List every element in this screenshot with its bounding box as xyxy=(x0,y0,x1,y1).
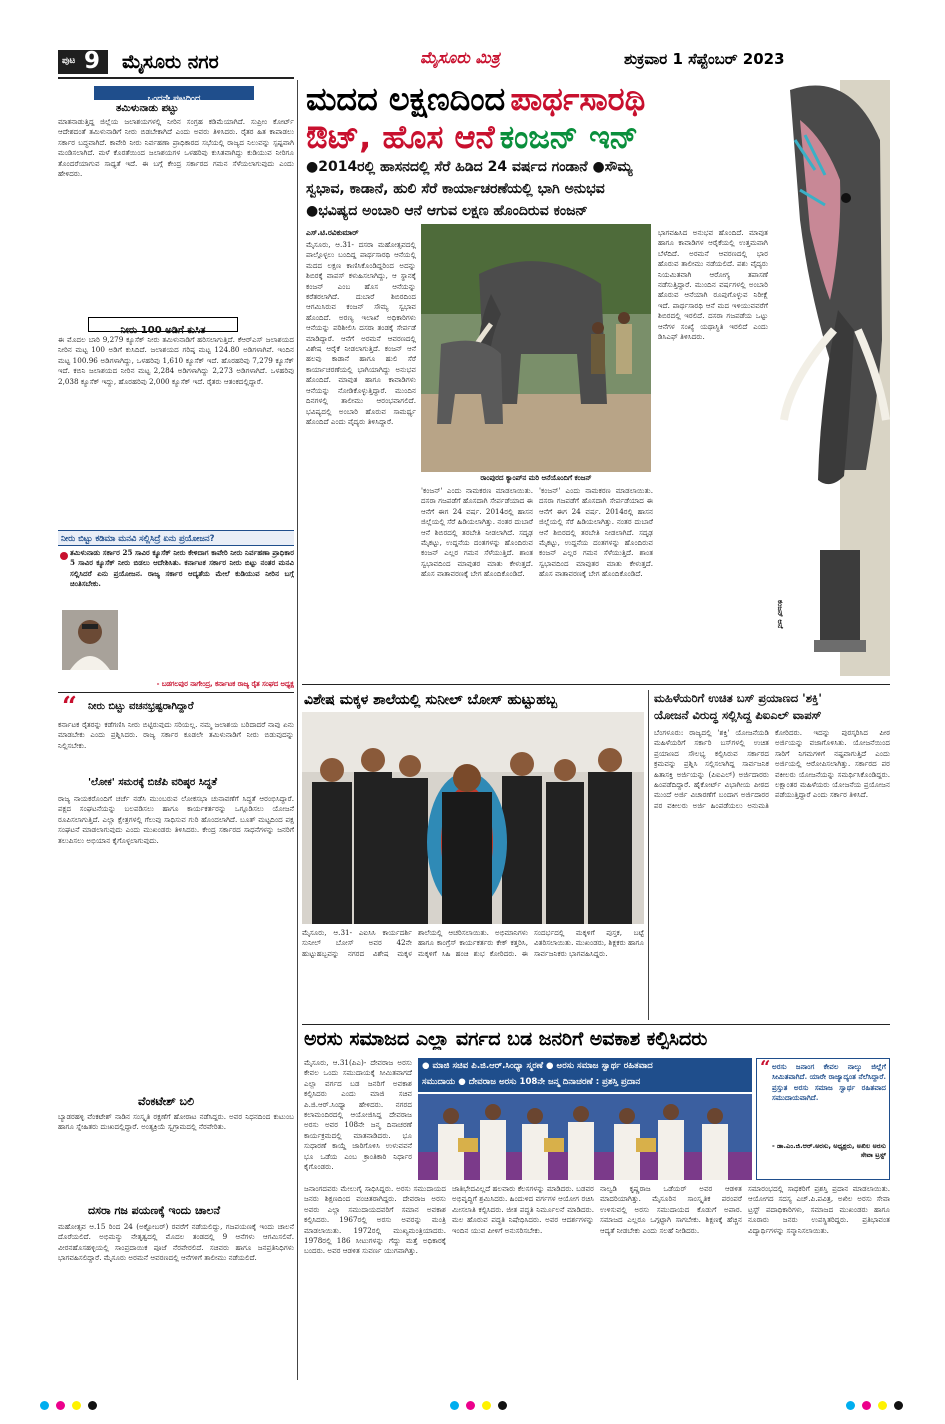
lead-deck-line1: ●2014ರಲ್ಲಿ ಹಾಸನದಲ್ಲಿ ಸೆರೆ ಹಿಡಿದ 24 ವರ್ಷದ ಗಂಡಾನೆ ●ಸೌಮ್ಯ xyxy=(306,159,633,175)
lead-col3-body: ಭಾಗವಹಿಸಿದ ಅನುಭವ ಹೊಂದಿದೆ. ಮಾವುತ ಹಾಗೂ ಕಾವಾಡಿಗಳ ಆರೈಕೆಯಲ್ಲಿ ಉತ್ತಮವಾಗಿ ಬೆಳೆದಿದೆ. ಅರಮನೆ ಆವರಣದಲ್ಲಿ ಭಾರ ಹೊರುವ ತಾಲೀಮು ನಡೆಯಲಿದೆ. ಪಶು ವೈದ್ಯರು ನಿಯಮಿತವಾಗಿ ಆರೋಗ್ಯ ತಪಾಸಣೆ ನಡೆಸುತ್ತಿದ್ದಾರೆ. ಮುಂದಿನ ವರ್ಷಗಳಲ್ಲಿ ಅಂಬಾರಿ ಹೊರುವ ಆನೆಯಾಗಿ ರೂಪುಗೊಳ್ಳುವ ನಿರೀಕ್ಷೆ ಇದೆ. ಪಾರ್ಥಸಾರಥಿ ಆನೆ ಮದ ಇಳಿಯುವವರೆಗೆ ಶಿಬಿರದಲ್ಲಿ ಇರಲಿದೆ. ದಸರಾ ಗಜಪಡೆಯ ಒಟ್ಟು ಆನೆಗಳ ಸಂಖ್ಯೆ ಯಥಾಸ್ಥಿತಿ ಇರಲಿದೆ ಎಂದು ಡಿಸಿಎಫ್ ತಿಳಿಸಿದರು. xyxy=(658,228,768,342)
lead-byline: ಎಸ್.ಟಿ.ರವಿಕುಮಾರ್ xyxy=(306,228,359,237)
registration-dot-magenta xyxy=(56,1401,65,1410)
lead-headline-line2-highlight: ಕಂಜನ್ ಇನ್ xyxy=(499,118,639,156)
lead-col1-body: ಮೈಸೂರು, ಆ.31- ದಸರಾ ಮಹೋತ್ಸವದಲ್ಲಿ ಪಾಲ್ಗೊಳ್ಳಲು ಬಂದಿದ್ದ ಪಾರ್ಥಸಾರಥಿ ಆನೆಯಲ್ಲಿ ಮದದ ಲಕ್ಷಣ ಕಾಣಿಸಿಕೊಂಡಿದ್ದರಿಂದ ಅದನ್ನು ಶಿಬಿರಕ್ಕೆ ವಾಪಸ್ ಕಳುಹಿಸಲಾಗಿದ್ದು, ಆ ಸ್ಥಾನಕ್ಕೆ ಕಂಜನ್ ಎಂಬ ಹೊಸ ಆನೆಯನ್ನು ಕರೆತರಲಾಗಿದೆ. ದುಬಾರೆ ಶಿಬಿರದಿಂದ ಆಗಮಿಸಿರುವ ಕಂಜನ್ ಸೌಮ್ಯ ಸ್ವಭಾವ ಹೊಂದಿದೆ. ಅರಣ್ಯ ಇಲಾಖೆ ಅಧಿಕಾರಿಗಳು ಆನೆಯನ್ನು ಪರಿಶೀಲಿಸಿ ದಸರಾ ತಂಡಕ್ಕೆ ಸೇರ್ಪಡೆ ಮಾಡಿದ್ದಾರೆ. ಆನೆಗೆ ಅರಮನೆ ಆವರಣದಲ್ಲಿ ವಿಶೇಷ ಆರೈಕೆ ನೀಡಲಾಗುತ್ತಿದೆ. ಕಂಜನ್ ಆನೆ ಹಲವು ಕಾಡಾನೆ ಹಾಗೂ ಹುಲಿ ಸೆರೆ ಕಾರ್ಯಾಚರಣೆಯಲ್ಲಿ ಭಾಗಿಯಾಗಿದ್ದು ಅನುಭವ ಹೊಂದಿದೆ. ಮಾವುತ ಹಾಗೂ ಕಾವಾಡಿಗಳು ಆನೆಯನ್ನು ನೋಡಿಕೊಳ್ಳುತ್ತಿದ್ದಾರೆ. ಮುಂದಿನ ದಿನಗಳಲ್ಲಿ ತಾಲೀಮು ಆರಂಭವಾಗಲಿದೆ. ಭವಿಷ್ಯದಲ್ಲಿ ಅಂಬಾರಿ ಹೊರುವ ಸಾಮರ್ಥ್ಯ ಹೊಂದಿದೆ ಎಂದು ವೈದ್ಯರು ತಿಳಿಸಿದ್ದಾರೆ. xyxy=(306,240,416,426)
elephant-with-calf-image xyxy=(421,224,651,472)
lead-col2-body: 'ಕಂಜನ್' ಎಂದು ನಾಮಕರಣ ಮಾಡಲಾಯಿತು. ದಸರಾ ಗಜಪಡೆಗೆ ಹೊಸದಾಗಿ ಸೇರ್ಪಡೆಯಾದ ಈ ಆನೆಗೆ ಈಗ 24 ವರ್ಷ. 2014ರಲ್ಲಿ ಹಾಸನ ಜಿಲ್ಲೆಯಲ್ಲಿ ಸೆರೆ ಹಿಡಿಯಲಾಗಿತ್ತು. ನಂತರ ದುಬಾರೆ ಆನೆ ಶಿಬಿರದಲ್ಲಿ ತರಬೇತಿ ನೀಡಲಾಗಿದೆ. ಸದೃಢ ಮೈಕಟ್ಟು, ಉದ್ದನೆಯ ದಂತಗಳನ್ನು ಹೊಂದಿರುವ ಕಂಜನ್ ಎಲ್ಲರ ಗಮನ ಸೆಳೆಯುತ್ತಿದೆ. ಶಾಂತ ಸ್ವಭಾವದಿಂದ ಮಾವುತರ ಮಾತು ಕೇಳುತ್ತದೆ. ಹೊಸ ವಾತಾವರಣಕ್ಕೆ ಬೇಗ ಹೊಂದಿಕೊಂಡಿದೆ. xyxy=(539,486,653,579)
kanjan-main-photo xyxy=(421,224,651,472)
continued-tag xyxy=(94,86,254,104)
column-divider-left xyxy=(297,80,298,1380)
school-event-photo xyxy=(302,712,644,924)
arasu-deck-line1: ● ಮಾಜಿ ಸಚಿವ ಪಿ.ಜಿ.ಆರ್.ಸಿಂಧ್ಯಾ ಸ್ಮರಣೆ ● ಅರಸು ಸಮಾಜ ಸ್ವಾರ್ಥ ರಹಿತವಾದ xyxy=(422,1061,653,1071)
story5-body: ಬ್ಯಾಡರಹಳ್ಳಿ ವೆಂಕಟೇಶ್ ನಾಡಿನ ಸಂಸ್ಕೃತಿ ರಕ್ಷಣೆಗೆ ಹೋರಾಟ ನಡೆಸಿದ್ದರು. ಅವರ ನಿಧನದಿಂದ ಕುಟುಂಬ ಹಾಗೂ ಸ್ನೇಹಿತರು ದುಃಖದಲ್ಲಿದ್ದಾರೆ. ಅಂತ್ಯಕ್ರಿಯೆ ಸ್ವಗ್ರಾಮದಲ್ಲಿ ನೆರವೇರಿತು. xyxy=(58,1112,294,1132)
divider-arasu-top xyxy=(302,1024,890,1025)
bus-headline-line2: ಯೋಜನೆ ವಿರುದ್ಧ ಸಲ್ಲಿಸಿದ್ದ ಪಿಐಎಲ್ ವಾಪಸ್ xyxy=(654,708,822,722)
story1-heading: ತಮಿಳುನಾಡು ಪಟ್ಟು xyxy=(116,103,179,114)
arasu-award-photo xyxy=(418,1094,752,1180)
arasu-deck-line2: ಸಮುದಾಯ ● ದೇವರಾಜ ಅರಸು 108ನೇ ಜನ್ಮ ದಿನಾಚರಣೆ : ಪ್ರಶಸ್ತಿ ಪ್ರದಾನ xyxy=(422,1077,641,1087)
lead-headline-highlight: ಪಾರ್ಥಸಾರಥಿ xyxy=(510,80,646,118)
registration-dot-magenta-2 xyxy=(466,1401,475,1410)
paper-name: ಮೈಸೂರು ಮಿತ್ರ xyxy=(420,48,500,67)
author-portrait-image xyxy=(62,610,118,670)
arasu-deck-band xyxy=(418,1058,752,1092)
registration-dot-yellow xyxy=(72,1401,81,1410)
author-photo xyxy=(62,610,118,670)
question-heading: ನೀರು ಬಿಟ್ಟು ಕಡಿಮಾ ಮನವಿ ಸಲ್ಲಿಸಿದ್ರೆ ಏನು ಪ್ರಯೋಜನ? xyxy=(61,533,215,543)
bus-body: ಬೆಂಗಳೂರು: ರಾಜ್ಯದಲ್ಲಿ 'ಶಕ್ತಿ' ಯೋಜನೆಯಡಿ ಮಹಿಳೆಯರಿಗೆ ಸರ್ಕಾರಿ ಬಸ್‌ಗಳಲ್ಲಿ ಉಚಿತ ಪ್ರಯಾಣದ ಸೌಲಭ್ಯ ಕಲ್ಪಿಸಿರುವ ಸರ್ಕಾರದ ಕ್ರಮವನ್ನು ಪ್ರಶ್ನಿಸಿ ಸಲ್ಲಿಸಲಾಗಿದ್ದ ಸಾರ್ವಜನಿಕ ಹಿತಾಸಕ್ತಿ ಅರ್ಜಿಯನ್ನು (ಪಿಐಎಲ್) ಅರ್ಜಿದಾರರು ಹಿಂಪಡೆದಿದ್ದಾರೆ. ಹೈಕೋರ್ಟ್ ವಿಭಾಗೀಯ ಪೀಠದ ಮುಂದೆ ಅರ್ಜಿ ವಿಚಾರಣೆಗೆ ಬಂದಾಗ ಅರ್ಜಿದಾರರ ಪರ ವಕೀಲರು ಅರ್ಜಿ ಹಿಂಪಡೆಯಲು ಅನುಮತಿ ಕೋರಿದರು. ಇದನ್ನು ಪುರಸ್ಕರಿಸಿದ ಪೀಠ ಅರ್ಜಿಯನ್ನು ವಜಾಗೊಳಿಸಿತು. ಯೋಜನೆಯಿಂದ ಸಾರಿಗೆ ನಿಗಮಗಳಿಗೆ ನಷ್ಟವಾಗುತ್ತಿದೆ ಎಂದು ಅರ್ಜಿಯಲ್ಲಿ ಆರೋಪಿಸಲಾಗಿತ್ತು. ಸರ್ಕಾರದ ಪರ ವಕೀಲರು ಯೋಜನೆಯನ್ನು ಸಮರ್ಥಿಸಿಕೊಂಡಿದ್ದರು. ಲಕ್ಷಾಂತರ ಮಹಿಳೆಯರು ಯೋಜನೆಯ ಪ್ರಯೋಜನ ಪಡೆಯುತ್ತಿದ್ದಾರೆ ಎಂದು ಸರ್ಕಾರ ತಿಳಿಸಿದೆ. xyxy=(654,728,890,810)
arasu-col3-body: ನಾಲ್ವಡಿ ಕೃಷ್ಣರಾಜ ಒಡೆಯರ್ ಅವರ ಆಡಳಿತ ಮಾದರಿಯಾಗಿತ್ತು. ಮೈಸೂರಿನ ಸಾಂಸ್ಕೃತಿಕ ಪರಂಪರೆ ಉಳಿಸುವಲ್ಲಿ ಅರಸು ಸಮುದಾಯದ ಕೊಡುಗೆ ಅಪಾರ. ಸಮಾಜದ ಎಲ್ಲರೂ ಒಗ್ಗಟ್ಟಾಗಿ ಸಾಗಬೇಕು. ಶಿಕ್ಷಣಕ್ಕೆ ಹೆಚ್ಚಿನ ಆದ್ಯತೆ ನೀಡಬೇಕು ಎಂದು ಸಲಹೆ ನೀಡಿದರು. xyxy=(600,1184,742,1235)
registration-dot-yellow-2 xyxy=(482,1401,491,1410)
story3-body: ಕರ್ನಾಟಕ ರೈತರನ್ನು ಕಡೆಗಣಿಸಿ ನೀರು ಬಿಟ್ಟಿರುವುದು ಸರಿಯಲ್ಲ. ನಮ್ಮ ಜಲಾಶಯ ಬರಿದಾದರೆ ನಾವು ಏನು ಮಾಡಬೇಕು ಎಂದು ಪ್ರಶ್ನಿಸಿದರು. ರಾಜ್ಯ ಸರ್ಕಾರ ಕೂಡಲೇ ತಮಿಳುನಾಡಿಗೆ ನೀರು ಬಿಡುವುದನ್ನು ನಿಲ್ಲಿಸಬೇಕು. xyxy=(58,720,294,750)
lead-headline-part1: ಮದದ ಲಕ್ಷಣದಿಂದ xyxy=(306,80,506,118)
quote-mark-icon: “ xyxy=(62,692,77,722)
page-number: 9 xyxy=(84,48,101,74)
arasu-quote-box xyxy=(756,1058,890,1180)
masthead-divider xyxy=(58,77,294,79)
story2-heading-box xyxy=(88,317,238,336)
elephant-portrait-image xyxy=(770,80,890,676)
question-heading-bar xyxy=(58,530,294,546)
arasu-quote-author: - ಡಾ.ಎಂ.ಜಿ.ಆರ್.ಅರಸು, ಅಧ್ಯಕ್ಷರು, ಅಖಿಲ ಅರಸು ಸೇವಾ ಟ್ರಸ್ಟ್ xyxy=(771,1142,886,1159)
story1-body: ಮಾತನಾಡುತ್ತಿದ್ದ ಜಿಲ್ಲೆಯ ಜಲಾಶಯಗಳಲ್ಲಿ ನೀರಿನ ಸಂಗ್ರಹ ಕಡಿಮೆಯಾಗಿದೆ. ಸುಪ್ರೀಂ ಕೋರ್ಟ್ ಆದೇಶದಂತೆ ತಮಿಳುನಾಡಿಗೆ ನೀರು ಬಿಡಬೇಕಾಗಿದೆ ಎಂದು ಅವರು ತಿಳಿಸಿದರು. ರೈತರ ಹಿತ ಕಾಪಾಡಲು ಸರ್ಕಾರ ಬದ್ಧವಾಗಿದೆ. ಕಾವೇರಿ ನೀರು ನಿರ್ವಹಣಾ ಪ್ರಾಧಿಕಾರದ ಸಭೆಯಲ್ಲಿ ರಾಜ್ಯದ ನಿಲುವನ್ನು ಸ್ಪಷ್ಟವಾಗಿ ಮಂಡಿಸಲಾಗಿದೆ. ಮಳೆ ಕೊರತೆಯಿಂದ ಜಲಾಶಯಗಳ ಒಳಹರಿವು ಕುಸಿತವಾಗಿದ್ದು ಕುಡಿಯುವ ನೀರಿಗೂ ತೊಂದರೆಯಾಗುವ ಸಾಧ್ಯತೆ ಇದೆ. ಈ ಬಗ್ಗೆ ಕೇಂದ್ರ ಸರ್ಕಾರದ ಗಮನ ಸೆಳೆಯಲಾಗುವುದು ಎಂದು ಹೇಳಿದರು. xyxy=(58,117,294,179)
story2-body: ಈ ಮೊದಲ ಬಾರಿ 9,279 ಕ್ಯೂಸೆಕ್ ನೀರು ತಮಿಳುನಾಡಿಗೆ ಹರಿಸಲಾಗುತ್ತಿದೆ. ಕೆಆರ್‌ಎಸ್ ಜಲಾಶಯದ ನೀರಿನ ಮಟ್ಟ 100 ಅಡಿಗೆ ಕುಸಿದಿದೆ. ಜಲಾಶಯದ ಗರಿಷ್ಠ ಮಟ್ಟ 124.80 ಅಡಿಗಳಾಗಿವೆ. ಇಂದಿನ ಮಟ್ಟ 100.96 ಅಡಿಗಳಾಗಿದ್ದು, ಒಳಹರಿವು 1,610 ಕ್ಯೂಸೆಕ್ ಇದೆ. ಹೊರಹರಿವು 7,279 ಕ್ಯೂಸೆಕ್ ಇದೆ. ಕಬಿನಿ ಜಲಾಶಯದ ನೀರಿನ ಮಟ್ಟ 2,284 ಅಡಿಗಳಾಗಿದ್ದು 2,273 ಅಡಿಗಳಾಗಿದೆ. ಒಳಹರಿವು 2,038 ಕ್ಯೂಸೆಕ್ ಇದ್ದು, ಹೊರಹರಿವು 2,000 ಕ್ಯೂಸೆಕ್ ಇದೆ. ರೈತರು ಆತಂಕದಲ್ಲಿದ್ದಾರೆ. xyxy=(58,335,294,386)
registration-dot-magenta-3 xyxy=(862,1401,871,1410)
registration-dot-black-2 xyxy=(498,1401,507,1410)
school-headline: ವಿಶೇಷ ಮಕ್ಕಳ ಶಾಲೆಯಲ್ಲಿ ಸುನೀಲ್ ಬೋಸ್ ಹುಟ್ಟುಹಬ್ಬ xyxy=(304,692,558,708)
kanjan-side-photo xyxy=(770,80,890,676)
continued-tag-text: ಒಂದನೇ ಪುಟದಿಂದ xyxy=(147,94,201,104)
registration-dot-black-3 xyxy=(894,1401,903,1410)
section-title: ಮೈಸೂರು ನಗರ xyxy=(122,51,219,73)
page-number-box xyxy=(58,50,108,74)
registration-dot-cyan xyxy=(40,1401,49,1410)
story5-heading: ವೆಂಕಟೇಶ್ ಬಲಿ xyxy=(138,1095,195,1108)
lead-deck-line2: ಸ್ವಭಾವ, ಕಾಡಾನೆ, ಹುಲಿ ಸೆರೆ ಕಾರ್ಯಾಚರಣೆಯಲ್ಲಿ ಭಾಗಿ ಅನುಭವ xyxy=(306,181,605,197)
bus-headline-line1: ಮಹಿಳೆಯರಿಗೆ ಉಚಿತ ಬಸ್ ಪ್ರಯಾಣದ 'ಶಕ್ತಿ' xyxy=(654,691,822,705)
story6-body: ಮಹೋತ್ಸವ ಆ.15 ರಿಂದ 24 (ಅಕ್ಟೋಬರ್) ರವರೆಗೆ ನಡೆಯಲಿದ್ದು, ಗಜಪಯಣಕ್ಕೆ ಇಂದು ಚಾಲನೆ ದೊರೆಯಲಿದೆ. ಅಭಿಮನ್ಯು ನೇತೃತ್ವದಲ್ಲಿ ಮೊದಲ ತಂಡದಲ್ಲಿ 9 ಆನೆಗಳು ಆಗಮಿಸಲಿವೆ. ವೀರನಹೊಸಹಳ್ಳಿಯಲ್ಲಿ ಸಾಂಪ್ರದಾಯಿಕ ಪೂಜೆ ನೆರವೇರಲಿದೆ. ಸಚಿವರು ಹಾಗೂ ಜನಪ್ರತಿನಿಧಿಗಳು ಭಾಗವಹಿಸಲಿದ್ದಾರೆ. ಮೈಸೂರು ಅರಮನೆ ಆವರಣದಲ್ಲಿ ಆನೆಗಳಿಗೆ ತಾಲೀಮು ನಡೆಯಲಿದೆ. xyxy=(58,1222,294,1263)
page-label: ಪುಟ xyxy=(62,56,76,66)
registration-marks xyxy=(0,1398,945,1414)
divider-1 xyxy=(58,692,294,693)
arasu-col4-body: ಸಮಾರಂಭದಲ್ಲಿ ಸಾಧಕರಿಗೆ ಪ್ರಶಸ್ತಿ ಪ್ರದಾನ ಮಾಡಲಾಯಿತು. ಆಯೋಗದ ಸದಸ್ಯ ಎಚ್.ಪಿ.ಪವಿತ್ರ, ಅಖಿಲ ಅರಸು ಸೇವಾ ಟ್ರಸ್ಟ್ ಪದಾಧಿಕಾರಿಗಳು, ಸಮಾಜದ ಮುಖಂಡರು ಹಾಗೂ ನೂರಾರು ಜನರು ಉಪಸ್ಥಿತರಿದ್ದರು. ಪ್ರತಿಭಾವಂತ ವಿದ್ಯಾರ್ಥಿಗಳನ್ನು ಸನ್ಮಾನಿಸಲಾಯಿತು. xyxy=(748,1184,890,1235)
story4-body: ರಾಜ್ಯ ನಾಯಕರೊಂದಿಗೆ ಚರ್ಚೆ ನಡೆಸಿ ಮುಂಬರುವ ಲೋಕಸಭಾ ಚುನಾವಣೆಗೆ ಸಿದ್ಧತೆ ಆರಂಭಿಸಿದ್ದಾರೆ. ಪಕ್ಷದ ಸಂಘಟನೆಯನ್ನು ಬಲಪಡಿಸಲು ಹಾಗೂ ಕಾರ್ಯಕರ್ತರನ್ನು ಒಗ್ಗೂಡಿಸಲು ಯೋಜನೆ ರೂಪಿಸಲಾಗುತ್ತಿದೆ. ಎಲ್ಲಾ ಕ್ಷೇತ್ರಗಳಲ್ಲಿ ಗೆಲುವು ಸಾಧಿಸುವ ಗುರಿ ಹೊಂದಲಾಗಿದೆ. ಬೂತ್ ಮಟ್ಟದಿಂದ ಪಕ್ಷ ಸಂಘಟನೆ ಮಾಡಲಾಗುವುದು ಎಂದು ಮುಖಂಡರು ತಿಳಿಸಿದರು. ಕೇಂದ್ರ ಸರ್ಕಾರದ ಸಾಧನೆಗಳನ್ನು ಜನರಿಗೆ ತಲುಪಿಸಲು ಅಭಿಯಾನ ಕೈಗೊಳ್ಳಲಾಗುವುದು. xyxy=(58,794,294,845)
quote-author: - ಬಡಗಲಪುರ ನಾಗೇಂದ್ರ, ಕರ್ನಾಟಕ ರಾಜ್ಯ ರೈತ ಸಂಘದ ಅಧ್ಯಕ್ಷ xyxy=(156,680,294,688)
column-divider-mid xyxy=(648,690,649,1020)
bullet-icon xyxy=(60,552,68,560)
lead-headline-line2-part1: ಔಟ್, ಹೊಸ ಆನೆ xyxy=(306,118,495,156)
arasu-col2-body: ಜಾತಿಭೇದವಿಲ್ಲದೆ ಹಲವಾರು ಕೆಲಸಗಳನ್ನು ಮಾಡಿದರು. ಬಡವರ ಅಭಿವೃದ್ಧಿಗೆ ಶ್ರಮಿಸಿದರು. ಹಿಂದುಳಿದ ವರ್ಗಗಳ ಆಯೋಗ ರಚಿಸಿ ಮೀಸಲಾತಿ ಕಲ್ಪಿಸಿದರು. ಜೀತ ಪದ್ಧತಿ ನಿರ್ಮೂಲನೆ ಮಾಡಿದರು. ಮಲ ಹೊರುವ ಪದ್ಧತಿ ನಿಷೇಧಿಸಿದರು. ಅವರ ಆದರ್ಶಗಳನ್ನು ಇಂದಿನ ಯುವ ಪೀಳಿಗೆ ಅನುಸರಿಸಬೇಕು. xyxy=(452,1184,594,1235)
story2-heading: ನೀರು 100 ಅಡಿಗೆ ಕುಸಿತ xyxy=(120,325,206,336)
story4-heading: 'ಲೋಕ' ಸಮರಕ್ಕೆ ಬಿಜೆಪಿ ವರಿಷ್ಠರ ಸಿದ್ಧತೆ xyxy=(88,777,217,788)
masthead xyxy=(0,0,945,84)
award-ceremony-image xyxy=(418,1094,752,1180)
story6-heading: ದಸರಾ ಗಜ ಪಯಣಕ್ಕೆ ಇಂದು ಚಾಲನೆ xyxy=(88,1204,221,1217)
arasu-headline: ಅರಸು ಸಮಾಜದ ಎಲ್ಲಾ ವರ್ಗದ ಬಡ ಜನರಿಗೆ ಅವಕಾಶ ಕಲ್ಪಿಸಿದರು xyxy=(304,1028,708,1050)
lead-headline-line2 xyxy=(306,118,786,158)
lead-deck xyxy=(306,156,776,224)
side-photo-caption: ಕಂಜನ್ ಆನೆ xyxy=(776,600,784,629)
left-column xyxy=(58,80,294,1385)
registration-dot-cyan-3 xyxy=(846,1401,855,1410)
arasu-quote-mark-icon: “ xyxy=(760,1057,771,1078)
lead-deck-line3: ●ಭವಿಷ್ಯದ ಅಂಬಾರಿ ಆನೆ ಆಗುವ ಲಕ್ಷಣ ಹೊಂದಿರುವ ಕಂಜನ್ xyxy=(306,203,588,219)
story3-heading: ನೀರು ಬಿಟ್ಟು ವಚನಭ್ರಷ್ಟರಾಗಿದ್ದಾರೆ xyxy=(88,701,194,712)
registration-dot-black xyxy=(88,1401,97,1410)
arasu-quote-text: ಅರಸು ಜನಾಂಗ ಕೇವಲ ನಾಲ್ಕು ಜಿಲ್ಲೆಗೆ ಸೀಮಿತವಾಗಿದೆ. ಯಾರೇ ರಾಜ್ಯಾದ್ಯಂತ ನೆಲೆಸಿದ್ದಾರೆ. ಪ್ರಸ್ತುತ ಅರಸು ಸಮಾಜ ಸ್ವಾರ್ಥ ರಹಿತವಾದ ಸಮುದಾಯವಾಗಿದೆ. xyxy=(772,1062,886,1103)
divider-lead-bottom xyxy=(302,684,890,685)
group-celebration-image xyxy=(302,712,644,924)
school-body: ಮೈಸೂರು, ಆ.31- ಎಐಸಿಸಿ ಕಾರ್ಯದರ್ಶಿ ಸುನೀಲ್ ಬೋಸ್ ಅವರ 42ನೇ ಹುಟ್ಟುಹಬ್ಬವನ್ನು ನಗರದ ವಿಶೇಷ ಮಕ್ಕಳ ಶಾಲೆಯಲ್ಲಿ ಆಚರಿಸಲಾಯಿತು. ಅಭಿಮಾನಿಗಳು ಹಾಗೂ ಕಾಂಗ್ರೆಸ್ ಕಾರ್ಯಕರ್ತರು ಕೇಕ್ ಕತ್ತರಿಸಿ, ಮಕ್ಕಳಿಗೆ ಸಿಹಿ ಹಂಚಿ ಶುಭ ಕೋರಿದರು. ಈ ಸಂದರ್ಭದಲ್ಲಿ ಮಕ್ಕಳಿಗೆ ಪುಸ್ತಕ, ಬಟ್ಟೆ ವಿತರಿಸಲಾಯಿತು. ಮುಖಂಡರು, ಶಿಕ್ಷಕರು ಹಾಗೂ ಸಾರ್ವಜನಿಕರು ಭಾಗವಹಿಸಿದ್ದರು. xyxy=(302,928,644,958)
lead-headline-line1 xyxy=(306,80,786,120)
quote-body: ತಮಿಳುನಾಡು ಸರ್ಕಾರ 25 ಸಾವಿರ ಕ್ಯೂಸೆಕ್ ನೀರು ಕೇಳಿದಾಗ ಕಾವೇರಿ ನೀರು ನಿರ್ವಹಣಾ ಪ್ರಾಧಿಕಾರ 5 ಸಾವಿರ ಕ್ಯೂಸೆಕ್ ನೀರು ಬಿಡಲು ಆದೇಶಿಸಿತು. ಕರ್ನಾಟಕ ಸರ್ಕಾರ ನೀರು ಬಿಟ್ಟು ನಂತರ ಮನವಿ ಸಲ್ಲಿಸಿದರೆ ಏನು ಪ್ರಯೋಜನ. ರಾಜ್ಯ ಸರ್ಕಾರ ಆದ್ಯತೆಯ ಮೇಲೆ ಕುಡಿಯುವ ನೀರಿನ ಬಗ್ಗೆ ಚಿಂತಿಸಬೇಕು. xyxy=(70,548,294,589)
main-photo-caption: ರಾಂಪುರದ ಕ್ಯಾಂಪ್‌ನ ಮರಿ ಆನೆಯೊಂದಿಗೆ ಕಂಜನ್ xyxy=(480,474,592,482)
bus-headline xyxy=(654,690,890,724)
registration-dot-yellow-3 xyxy=(878,1401,887,1410)
registration-dot-cyan-2 xyxy=(450,1401,459,1410)
arasu-col1-body: ಜನಾಂಗದವರು ಮೇಲುಗೈ ಸಾಧಿಸಿದ್ದರು. ಅರಸು ಸಮುದಾಯದ ಜನರು ಶಿಕ್ಷಣದಿಂದ ವಂಚಿತರಾಗಿದ್ದರು. ದೇವರಾಜ ಅರಸು ಅವರು ಎಲ್ಲಾ ಸಮುದಾಯದವರಿಗೆ ಸಮಾನ ಅವಕಾಶ ಕಲ್ಪಿಸಿದರು. 1967ರಲ್ಲಿ ಅರಸು ಅವರನ್ನು ಮಂತ್ರಿ ಮಾಡಲಾಯಿತು. 1972ರಲ್ಲಿ ಮುಖ್ಯಮಂತ್ರಿಯಾದರು. 1978ರಲ್ಲಿ 186 ಸೀಟುಗಳನ್ನು ಗೆದ್ದು ಮತ್ತೆ ಅಧಿಕಾರಕ್ಕೆ ಬಂದರು. ಅವರ ಆಡಳಿತ ಸುವರ್ಣ ಯುಗವಾಗಿತ್ತು. xyxy=(304,1184,446,1256)
arasu-intro-body: ಮೈಸೂರು, ಆ.31(ಪಿಎ)- ದೇವರಾಜ ಅರಸು ಕೇವಲ ಒಂದು ಸಮುದಾಯಕ್ಕೆ ಸೀಮಿತವಾಗದೆ ಎಲ್ಲಾ ವರ್ಗದ ಬಡ ಜನರಿಗೆ ಅವಕಾಶ ಕಲ್ಪಿಸಿದರು ಎಂದು ಮಾಜಿ ಸಚಿವ ಪಿ.ಜಿ.ಆರ್.ಸಿಂಧ್ಯಾ ಹೇಳಿದರು. ನಗರದ ಕಲಾಮಂದಿರದಲ್ಲಿ ಆಯೋಜಿಸಿದ್ದ ದೇವರಾಜ ಅರಸು ಅವರ 108ನೇ ಜನ್ಮ ದಿನಾಚರಣೆ ಕಾರ್ಯಕ್ರಮದಲ್ಲಿ ಮಾತನಾಡಿದರು. ಭೂ ಸುಧಾರಣೆ ಕಾಯ್ದೆ ಜಾರಿಗೊಳಿಸಿ ಉಳುವವನೆ ಭೂ ಒಡೆಯ ಎಂಬ ಕ್ರಾಂತಿಕಾರಿ ನಿರ್ಧಾರ ಕೈಗೊಂಡರು. xyxy=(304,1058,412,1172)
issue-date: ಶುಕ್ರವಾರ 1 ಸೆಪ್ಟೆಂಬರ್ 2023 xyxy=(624,50,785,68)
lead-col2b-body: 'ಕಂಜನ್' ಎಂದು ನಾಮಕರಣ ಮಾಡಲಾಯಿತು. ದಸರಾ ಗಜಪಡೆಗೆ ಹೊಸದಾಗಿ ಸೇರ್ಪಡೆಯಾದ ಈ ಆನೆಗೆ ಈಗ 24 ವರ್ಷ. 2014ರಲ್ಲಿ ಹಾಸನ ಜಿಲ್ಲೆಯಲ್ಲಿ ಸೆರೆ ಹಿಡಿಯಲಾಗಿತ್ತು. ನಂತರ ದುಬಾರೆ ಆನೆ ಶಿಬಿರದಲ್ಲಿ ತರಬೇತಿ ನೀಡಲಾಗಿದೆ. ಸದೃಢ ಮೈಕಟ್ಟು, ಉದ್ದನೆಯ ದಂತಗಳನ್ನು ಹೊಂದಿರುವ ಕಂಜನ್ ಎಲ್ಲರ ಗಮನ ಸೆಳೆಯುತ್ತಿದೆ. ಶಾಂತ ಸ್ವಭಾವದಿಂದ ಮಾವುತರ ಮಾತು ಕೇಳುತ್ತದೆ. ಹೊಸ ವಾತಾವರಣಕ್ಕೆ ಬೇಗ ಹೊಂದಿಕೊಂಡಿದೆ. xyxy=(421,486,533,579)
